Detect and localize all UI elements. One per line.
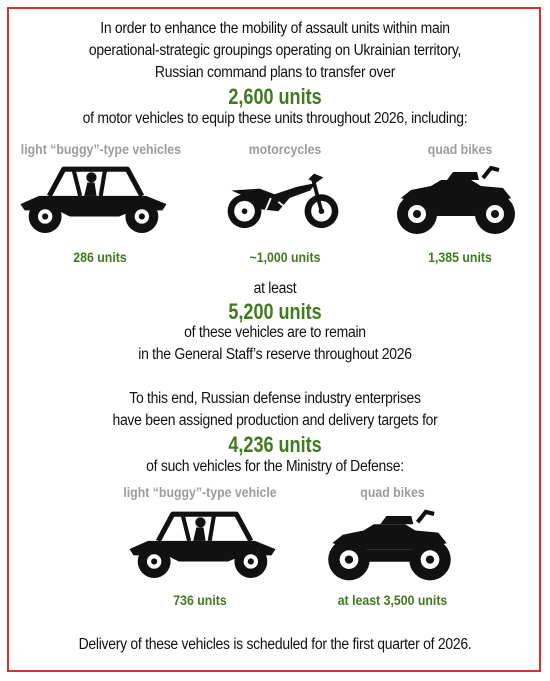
- motorcycle-icon: [222, 163, 344, 235]
- quad-bike-icon: [322, 503, 457, 583]
- quad-count: 1,385 units: [428, 249, 492, 265]
- intro-line-2: operational-strategic groupings operating on Ukrainian territory,: [88, 42, 462, 59]
- buggy-icon: [125, 508, 280, 580]
- intro-line-3: Russian command plans to transfer over: [154, 64, 396, 81]
- category-motorcycles-label: motorcycles: [248, 141, 322, 157]
- intro-line-1: In order to enhance the mobility of assault units within main: [100, 20, 450, 37]
- reserve-prefix: at least: [253, 280, 297, 297]
- category-quad-label: quad bikes: [427, 141, 493, 157]
- buggy-count: 286 units: [73, 249, 127, 265]
- mod-quad-count: at least 3,500 units: [337, 592, 448, 608]
- footer-note: Delivery of these vehicles is scheduled for the first quarter of 2026.: [78, 636, 472, 653]
- reserve-units: 5,200 units: [228, 299, 322, 324]
- reserve-line-2: in the General Staff’s reserve throughout 2026: [138, 346, 412, 363]
- total-units: 2,600 units: [228, 84, 322, 109]
- industry-line-3: of such vehicles for the Ministry of Defense:: [146, 458, 404, 475]
- motorcycle-count: ~1,000 units: [249, 249, 321, 265]
- category-buggy-label: light “buggy”-type vehicles: [20, 141, 181, 157]
- industry-units: 4,236 units: [228, 432, 322, 457]
- reserve-line-1: of these vehicles are to remain: [184, 324, 366, 341]
- mod-quad-label: quad bikes: [360, 484, 425, 500]
- mod-buggy-label: light “buggy”-type vehicle: [123, 484, 277, 500]
- mod-buggy-count: 736 units: [173, 592, 227, 608]
- quad-bike-icon: [390, 160, 522, 236]
- buggy-icon: [16, 163, 171, 235]
- industry-line-1: To this end, Russian defense industry enterprises: [129, 390, 421, 407]
- intro-line-4: of motor vehicles to equip these units throughout 2026, including:: [82, 110, 468, 127]
- industry-line-2: have been assigned production and delivery targets for: [112, 412, 438, 429]
